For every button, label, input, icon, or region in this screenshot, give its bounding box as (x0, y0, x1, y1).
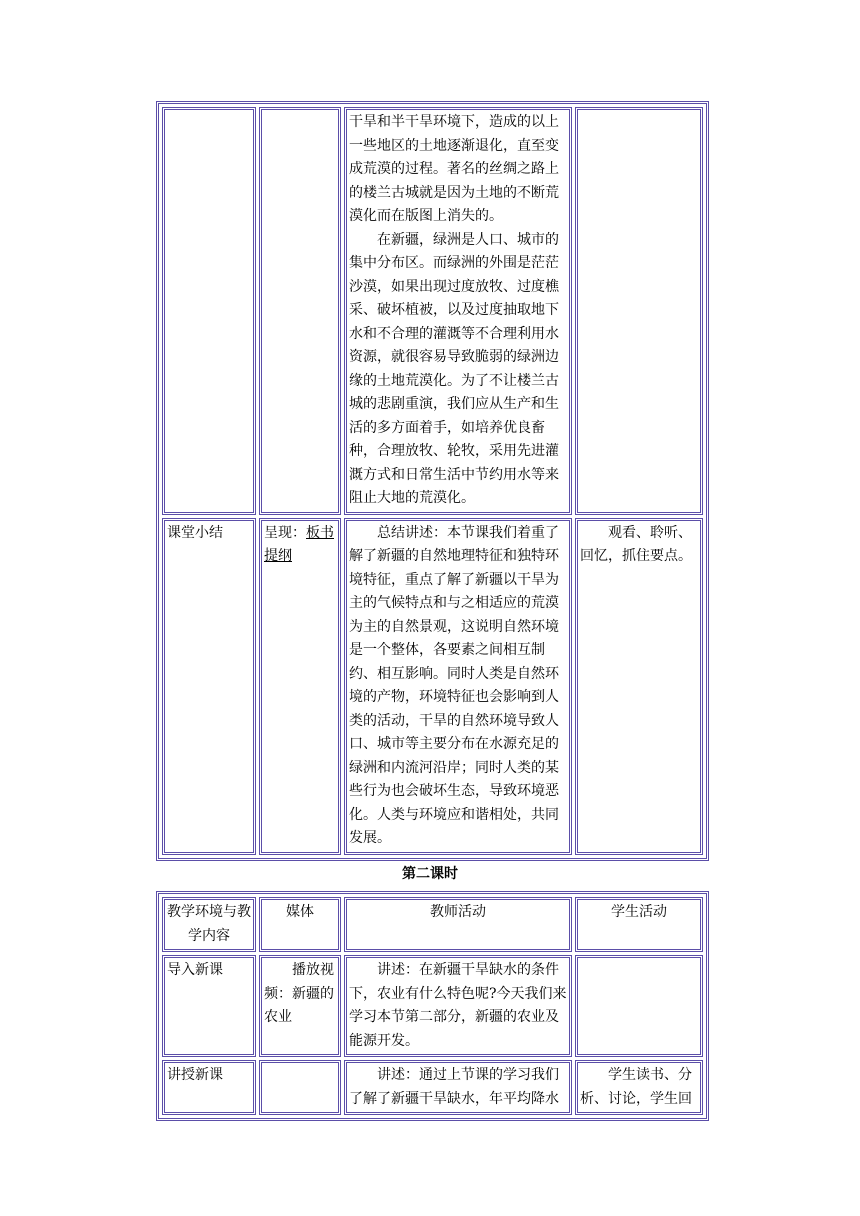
header-row (162, 897, 703, 952)
teacher-cell (344, 107, 572, 515)
stage-cell (162, 107, 256, 515)
media-label: 呈现： (264, 524, 306, 541)
lesson-table-2 (158, 893, 707, 1119)
header-cell-media: 媒体 (259, 897, 341, 952)
teacher-paragraph: 干旱和半干旱环境下，造成的以上一些地区的土地逐渐退化，直至变成荒漠的过程。著名的丝绸之路上的楼兰古城就是因为土地的不断荒漠化而在版图上消失的。 (349, 114, 559, 224)
stage-cell: 导入新课 (162, 955, 256, 1057)
student-cell: 学生读书、分析、讨论，学生回 (575, 1060, 703, 1115)
header-cell-student: 学生活动 (575, 897, 703, 952)
header-cell-teacher: 教师活动 (344, 897, 572, 952)
teacher-cell: 讲述：在新疆干旱缺水的条件下，农业有什么特色呢?今天我们来学习本节第二部分，新疆的农业及能源开发。 (344, 955, 572, 1057)
media-cell (259, 518, 341, 855)
student-cell (575, 107, 703, 515)
teacher-cell: 总结讲述：本节课我们着重了解了新疆的自然地理特征和独特环境特征，重点了解了新疆以干旱为主的气候特点和与之相适应的荒漠为主的自然景观，这说明自然环境是一个整体，各要素之间相互制约、相互影响。同时人类是自然环境的产物，环境特征也会影响到人类的活动，干旱的自然环境导致人口、城市等主要分布在水源充足的绿洲和内流河沿岸；同时人类的某些行为也会破坏生态，导致环境恶化。人类与环境应和谐相处，共同发展。 (344, 518, 572, 855)
teacher-paragraph: 在新疆，绿洲是人口、城市的集中分布区。而绿洲的外围是茫茫沙漠，如果出现过度放牧、过度樵采、破坏植被，以及过度抽取地下水和不合理的灌溉等不合理利用水资源，就很容易导致脆弱的绿洲边缘的土地荒漠化。为了不让楼兰古城的悲剧重演，我们应从生产和生活的多方面着手，如培养优良畜种，合理放牧、轮牧，采用先进灌溉方式和日常生活中节约用水等来阻止大地的荒漠化。 (349, 231, 559, 506)
student-cell (575, 955, 703, 1057)
teacher-cell: 讲述：通过上节课的学习我们了解了新疆干旱缺水，年平均降水 (344, 1060, 572, 1115)
outline-link[interactable]: 板书提纲 (264, 524, 334, 564)
lesson-table-1 (158, 103, 707, 859)
section-title: 第二课时 (402, 866, 458, 882)
media-cell: 播放视频：新疆的农业 (259, 955, 341, 1057)
table-row (162, 955, 703, 1057)
media-cell (259, 1060, 341, 1115)
stage-cell: 课堂小结 (162, 518, 256, 855)
media-cell (259, 107, 341, 515)
table-row (162, 1060, 703, 1115)
table-row (162, 107, 703, 515)
stage-cell: 讲授新课 (162, 1060, 256, 1115)
table-row (162, 518, 703, 855)
header-cell-stage: 教学环境与教学内容 (162, 897, 256, 952)
student-cell: 观看、聆听、回忆，抓住要点。 (575, 518, 703, 855)
